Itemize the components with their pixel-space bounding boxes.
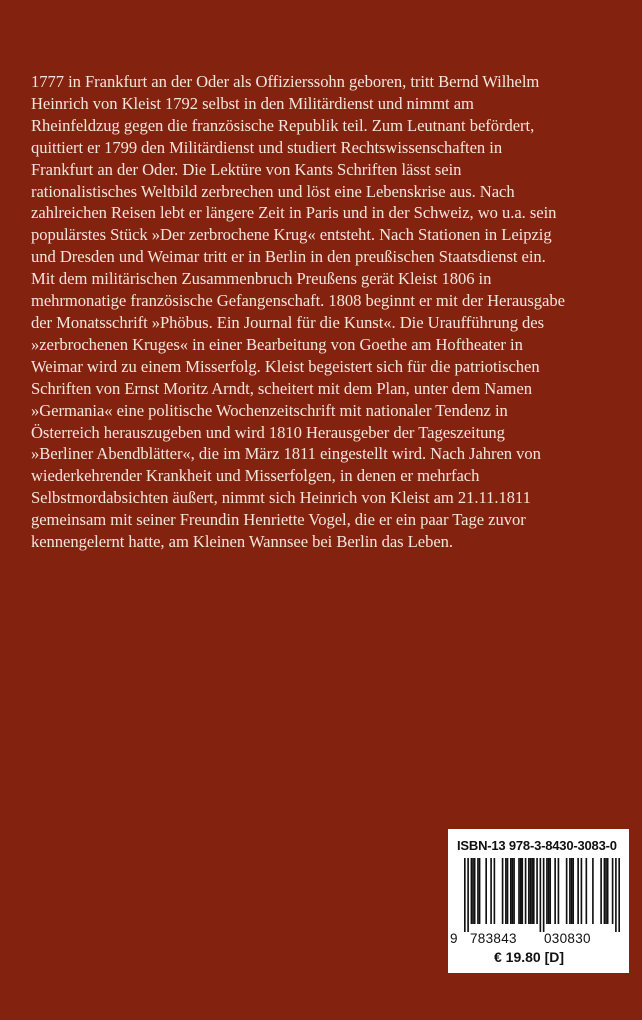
biography-line: rationalistisches Weltbild zerbrechen und löst eine Lebenskrise aus. Nach [31, 181, 515, 201]
barcode-bar [490, 858, 492, 924]
barcode-bar [494, 858, 496, 924]
barcode-bar [607, 858, 609, 924]
biography-line: der Monatsschrift »Phöbus. Ein Journal für die Kunst«. Die Uraufführung des [31, 312, 545, 332]
barcode-bar [528, 858, 530, 924]
barcode-bar [513, 858, 515, 924]
barcode-bar [479, 858, 481, 924]
barcode-bar [554, 858, 556, 924]
biography-line: »zerbrochenen Kruges« in einer Bearbeitung von Goethe am Hoftheater in [31, 334, 523, 354]
barcode-bar [549, 858, 551, 924]
barcode-bar [520, 858, 522, 924]
biography-line: populärstes Stück »Der zerbrochene Krug« entsteht. Nach Stationen in Leipzig [31, 225, 552, 245]
barcode-bar [533, 858, 535, 924]
biography-line: Schriften von Ernst Moritz Arndt, scheitert mit dem Plan, unter dem Namen [31, 378, 532, 398]
barcode-bar [548, 858, 550, 924]
barcode-bar [467, 858, 469, 932]
biography-line: wiederkehrender Krankheit und Misserfolgen, in denen er mehrfach [31, 466, 480, 486]
barcode-bar [518, 858, 520, 924]
biography-line: zahlreichen Reisen lebt er längere Zeit in Paris und in der Schweiz, wo u.a. sein [31, 203, 557, 223]
biography-line: Frankfurt an der Oder. Die Lektüre von Kants Schriften lässt sein [31, 159, 462, 179]
barcode-bar [604, 858, 606, 924]
barcode-bar [530, 858, 532, 924]
barcode-bar [577, 858, 579, 924]
biography-line: Rheinfeldzug gegen die französische Republik teil. Zum Leutnant befördert, [31, 115, 535, 135]
isbn-barcode-label [448, 829, 629, 973]
barcode-bar [471, 858, 473, 924]
barcode-bar [477, 858, 479, 924]
biography-line: Selbstmordabsichten äußert, nimmt sich Heinrich von Kleist am 21.11.1811 [31, 488, 531, 508]
barcode-bar [569, 858, 571, 924]
barcode-bar [558, 858, 560, 924]
barcode-bar [615, 858, 617, 932]
barcode-bar [536, 858, 538, 924]
biography-line: Mit dem militärischen Zusammenbruch Preußens gerät Kleist 1806 in [31, 269, 492, 289]
biography-line: Heinrich von Kleist 1792 selbst in den Militärdienst und nimmt am [31, 93, 474, 113]
barcode-bar [521, 858, 523, 924]
biography-text [31, 71, 627, 553]
barcode-bar [566, 858, 568, 924]
barcode-bar [464, 858, 466, 932]
barcode-bar [505, 858, 507, 924]
barcode-bar [581, 858, 583, 924]
biography-line: gemeinsam mit seiner Freundin Henriette Vogel, die er ein paar Tage zuvor [31, 510, 526, 530]
barcode-bar [525, 858, 527, 924]
barcode-bar [571, 858, 573, 924]
barcode-image [464, 858, 620, 932]
biography-line: quittiert er 1799 den Militärdienst und studiert Rechtswissenschaften in [31, 137, 503, 157]
biography-line: kennengelernt hatte, am Kleinen Wannsee bei Berlin das Leben. [31, 532, 453, 552]
barcode-bar [612, 858, 614, 924]
biography-line: mehrmonatige französische Gefangenschaft. 1808 beginnt er mit der Herausgabe [31, 291, 565, 311]
barcode-bar [474, 858, 476, 924]
barcode-bar [507, 858, 509, 924]
biography-line: »Berliner Abendblätter«, die im März 1811 eingestellt wird. Nach Jahren von [31, 444, 541, 464]
barcode-bar [605, 858, 607, 924]
biography-line: 1777 in Frankfurt an der Oder als Offizierssohn geboren, tritt Bernd Wilhelm [31, 72, 540, 91]
biography-line: Weimar wird zu einem Misserfolg. Kleist begeistert sich für die patriotischen [31, 356, 540, 376]
barcode-bar [510, 858, 512, 924]
barcode-bar [592, 858, 594, 924]
barcode-bar [586, 858, 588, 924]
biography-line: Österreich herauszugeben und wird 1810 Herausgeber der Tageszeitung [31, 422, 505, 442]
biography-line: und Dresden und Weimar tritt er in Berlin in den preußischen Staatsdienst ein. [31, 247, 546, 267]
barcode-left-digits: 783843 [470, 931, 517, 946]
barcode-bar [512, 858, 514, 924]
barcode-bar [540, 858, 542, 932]
biography-line: »Germania« eine politische Wochenzeitschrift mit nationaler Tendenz in [31, 400, 508, 420]
barcode-bar [502, 858, 504, 924]
barcode-bar [485, 858, 487, 924]
barcode-bar [572, 858, 574, 924]
barcode-bar [600, 858, 602, 924]
barcode-lead-digit: 9 [450, 931, 458, 946]
barcode-bar [472, 858, 474, 924]
barcode-bar [546, 858, 548, 924]
barcode-bar [531, 858, 533, 924]
price: € 19.80 [D] [494, 949, 565, 965]
barcode-bar [543, 858, 545, 932]
isbn-number: ISBN-13 978-3-8430-3083-0 [457, 838, 617, 853]
barcode-right-digits: 030830 [544, 931, 591, 946]
barcode-bar [618, 858, 620, 932]
